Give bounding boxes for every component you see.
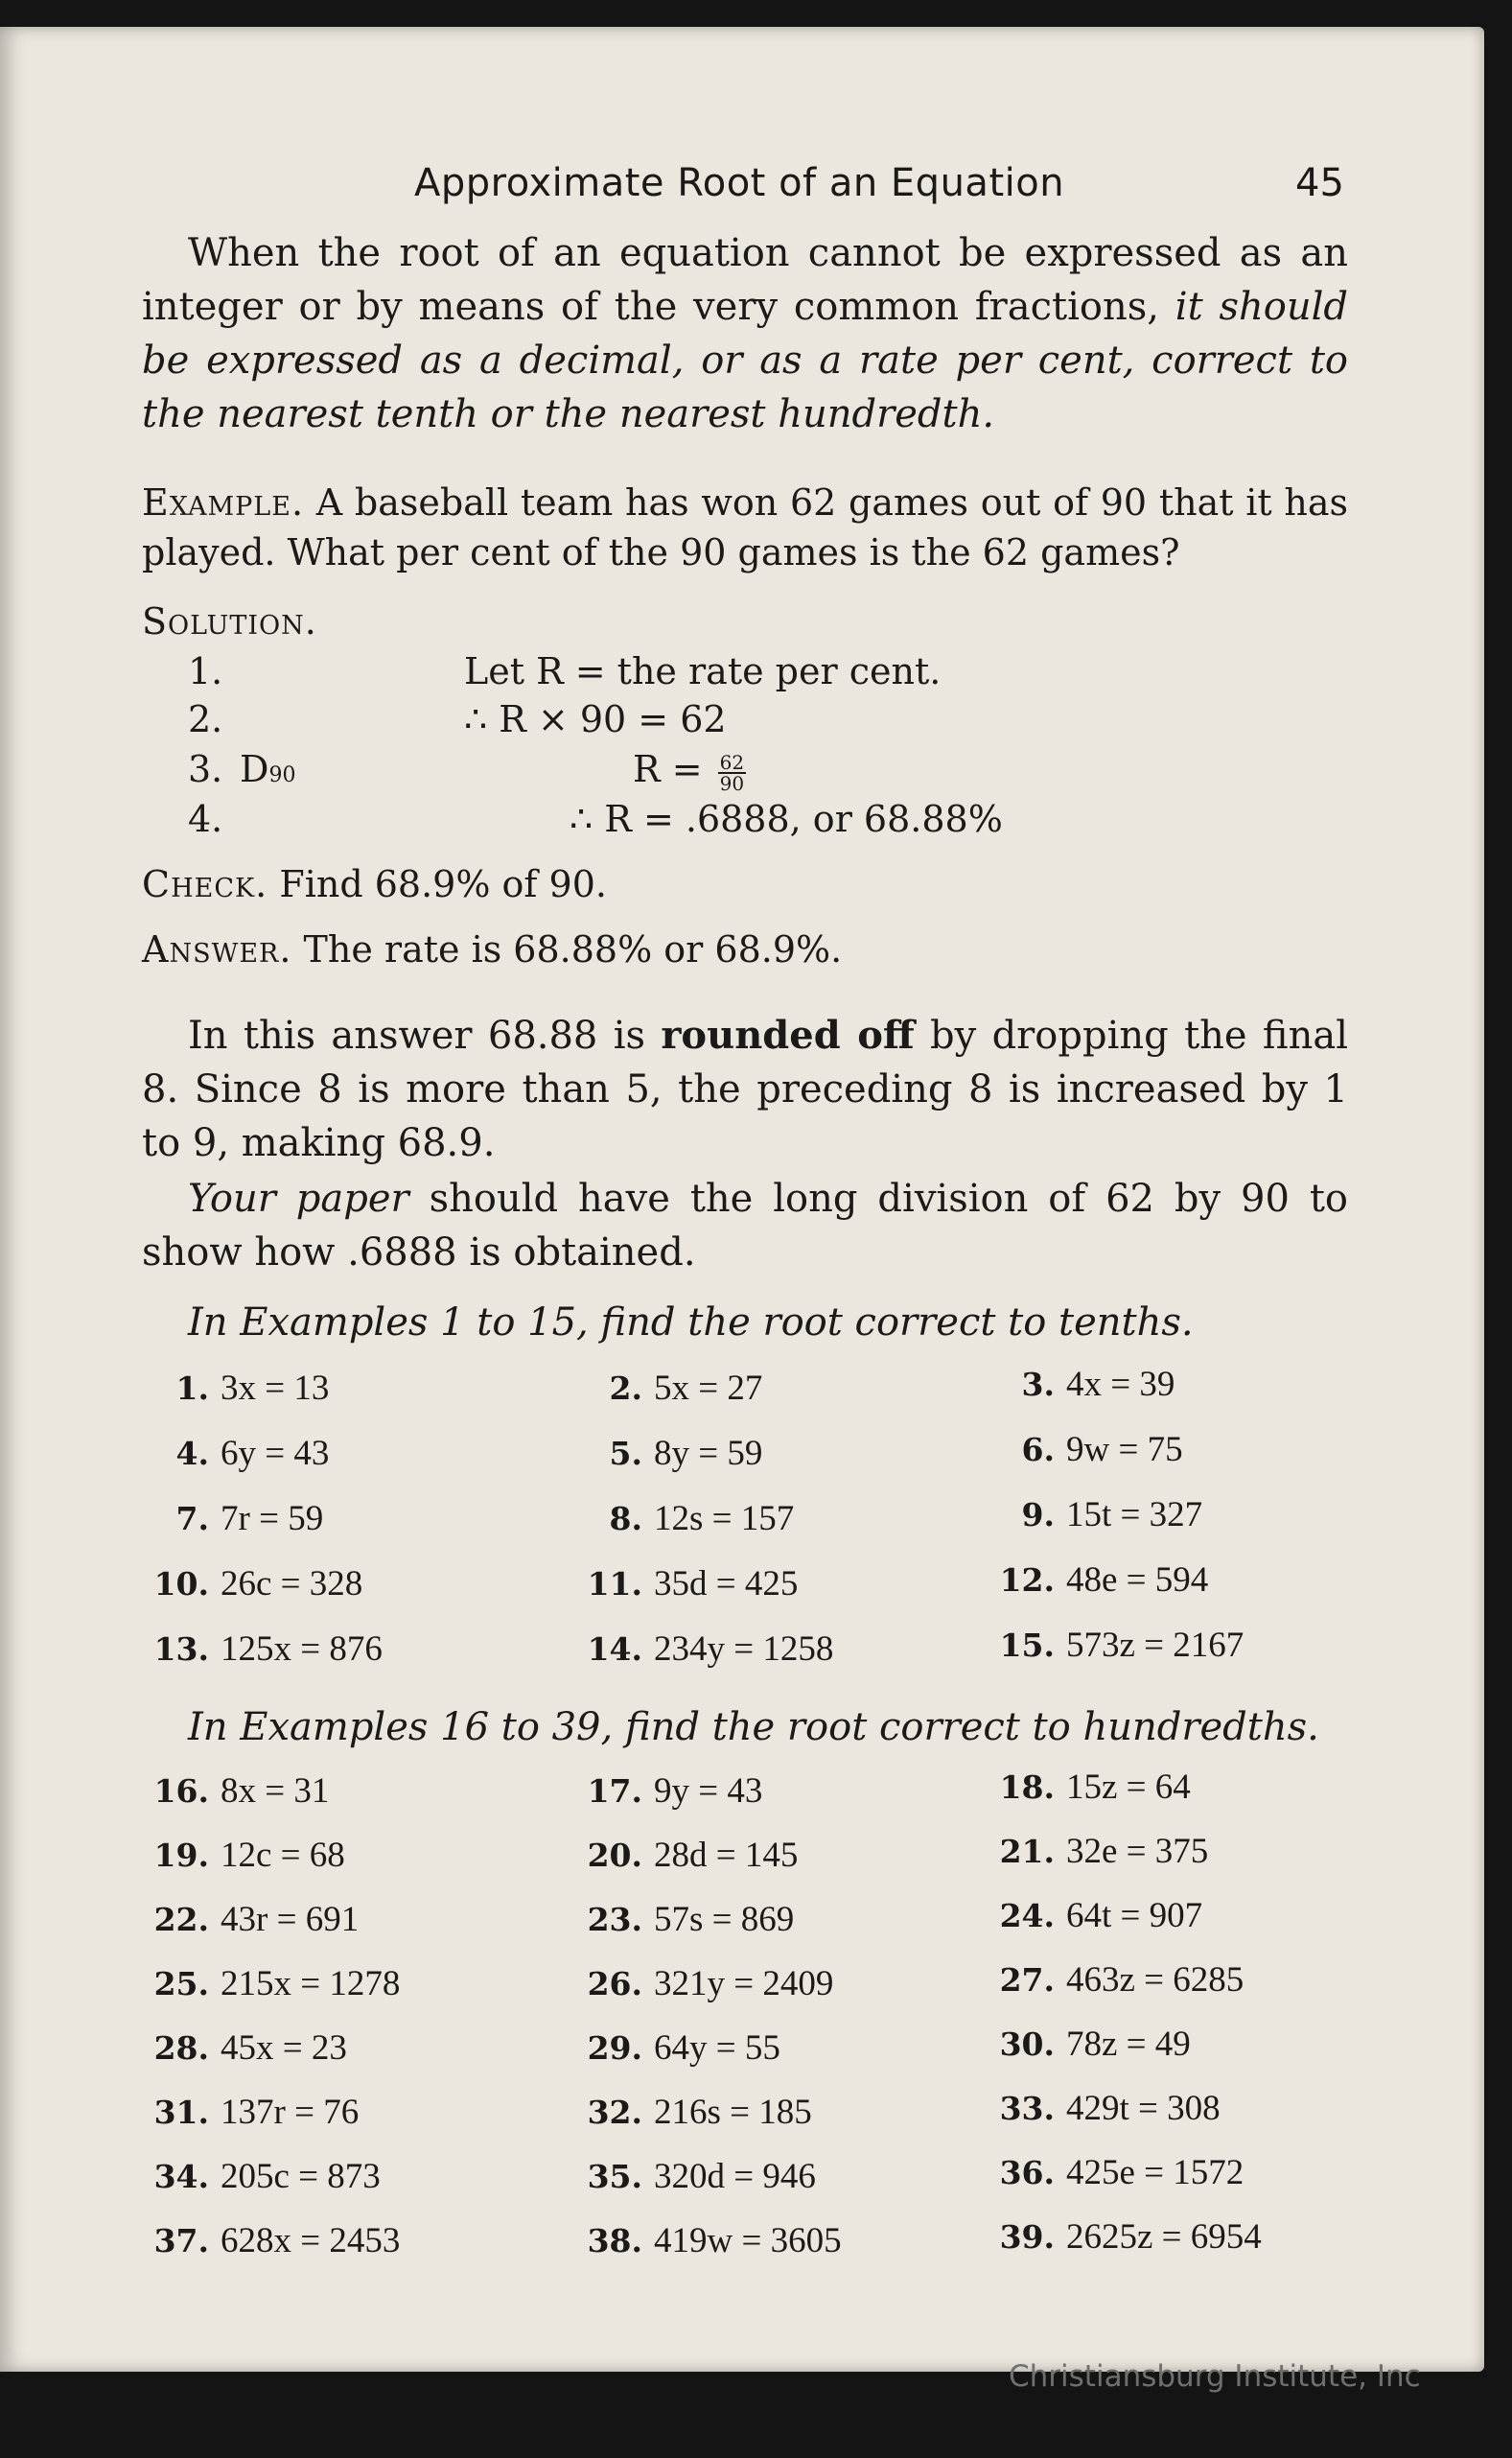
exercise-number: 23. <box>587 1901 642 1938</box>
example-text: A baseball team has won 62 games out of 90 that it has played. What per cent of the 90 games is the 62 games? <box>142 481 1348 574</box>
exercise-equation: 628x = 2453 <box>221 2221 401 2260</box>
example-label: Example. <box>142 481 305 524</box>
rounding-part2: by dropping the final 8. Since 8 is more than 5, the preceding 8 is increased by 1 to 9, making 68.9. <box>142 1014 1348 1165</box>
exercise-item <box>142 2220 400 2261</box>
exercise-equation: 137r = 76 <box>221 2093 360 2132</box>
exercise-item <box>142 1368 329 1409</box>
step-note <box>240 748 295 790</box>
exercise-equation: 125x = 876 <box>221 1629 383 1669</box>
paper-italic: Your paper <box>188 1177 409 1221</box>
exercise-item <box>988 1895 1202 1936</box>
exercise-equation: 64t = 907 <box>1066 1896 1203 1935</box>
exercise-item <box>575 2092 812 2133</box>
exercise-equation: 4x = 39 <box>1066 1365 1175 1404</box>
exercise-item <box>988 2216 1262 2258</box>
exercise-number: 2. <box>609 1369 642 1407</box>
intro-paragraph <box>142 226 1348 447</box>
exercise-item <box>142 1628 383 1670</box>
exercise-item <box>988 1494 1202 1535</box>
exercise-equation: 48e = 594 <box>1066 1560 1209 1600</box>
exercise-item <box>988 2024 1191 2065</box>
exercise-item <box>575 1963 833 2004</box>
exercise-number: 24. <box>999 1897 1055 1934</box>
exercise-item <box>142 1770 329 1812</box>
step-text <box>633 748 746 793</box>
exercise-item <box>575 1770 762 1812</box>
exercise-equation: 57s = 869 <box>654 1900 795 1939</box>
exercise-equation: 463z = 6285 <box>1066 1960 1244 2000</box>
paper-paragraph <box>142 1172 1348 1279</box>
exercise-equation: 12s = 157 <box>654 1499 795 1538</box>
exercise-equation: 573z = 2167 <box>1066 1626 1244 1665</box>
exercise-item <box>142 1433 329 1474</box>
exercise-equation: 45x = 23 <box>221 2028 347 2068</box>
exercise-number: 27. <box>999 1961 1055 1999</box>
example-block <box>142 478 1348 577</box>
exercise-number: 4. <box>175 1435 209 1472</box>
exercise-number: 16. <box>153 1772 209 1810</box>
step-text: ∴ R × 90 = 62 <box>464 698 727 740</box>
exercise-equation: 419w = 3605 <box>654 2221 842 2260</box>
intro-plain: When the root of an equation cannot be expressed as an integer or by means of the very common fractions, <box>142 231 1348 329</box>
paper-text: should have the long division of 62 by 90 to show how .6888 is obtained. <box>142 1177 1348 1275</box>
exercise-item <box>142 1563 362 1604</box>
exercise-number: 38. <box>587 2222 642 2259</box>
exercise-equation: 234y = 1258 <box>654 1629 834 1669</box>
exercise-item <box>988 2088 1221 2129</box>
exercise-item <box>988 1559 1208 1601</box>
exercise-number: 25. <box>153 1965 209 2002</box>
exercise-item <box>142 1963 400 2004</box>
exercise-item <box>575 2027 780 2069</box>
exercise-item <box>575 1563 798 1604</box>
exercise-item <box>988 1429 1183 1470</box>
exercise-equation: 205c = 873 <box>221 2157 381 2196</box>
section2-instruction: In Examples 16 to 39, find the root correct to hundredths. <box>188 1705 1319 1749</box>
exercise-item <box>142 1899 359 1940</box>
exercise-equation: 429t = 308 <box>1066 2089 1221 2128</box>
fraction-denominator: 90 <box>719 771 745 795</box>
check-label: Check. <box>142 863 268 905</box>
exercise-item <box>142 2156 381 2197</box>
exercise-equation: 28d = 145 <box>654 1836 799 1875</box>
intro-italic: it should be expressed as a decimal, or as a rate per cent, correct to the nearest tenth or the nearest hundredth. <box>142 285 1348 436</box>
exercise-number: 31. <box>153 2094 209 2131</box>
step-text-lhs: R = <box>633 748 703 790</box>
exercise-number: 26. <box>587 1965 642 2002</box>
fraction-numerator: 62 <box>719 750 745 774</box>
exercise-equation: 8x = 31 <box>221 1771 330 1811</box>
exercise-item <box>988 2152 1244 2193</box>
exercise-equation: 26c = 328 <box>221 1564 363 1604</box>
step-number: 3. <box>188 748 223 790</box>
step-number: 4. <box>188 798 223 840</box>
exercise-number: 12. <box>999 1561 1055 1599</box>
exercise-item <box>575 1433 762 1474</box>
exercise-item <box>142 2092 359 2133</box>
exercise-equation: 321y = 2409 <box>654 1964 834 2003</box>
exercise-equation: 320d = 946 <box>654 2157 816 2196</box>
rounding-part1: In this answer 68.88 is <box>188 1014 646 1058</box>
exercise-equation: 32e = 375 <box>1066 1832 1209 1871</box>
exercise-number: 8. <box>609 1500 642 1537</box>
exercise-number: 36. <box>999 2154 1055 2191</box>
step-note-sub: 90 <box>268 763 296 787</box>
answer-label: Answer. <box>142 928 292 971</box>
step-text: Let R = the rate per cent. <box>464 650 942 692</box>
watermark-credit: Christiansburg Institute, Inc <box>1009 2359 1421 2394</box>
exercise-equation: 15z = 64 <box>1066 1767 1191 1807</box>
exercise-number: 1. <box>175 1369 209 1407</box>
page-title: Approximate Root of an Equation <box>414 161 1065 205</box>
exercise-number: 35. <box>587 2158 642 2195</box>
exercise-item <box>142 2027 347 2069</box>
rounding-paragraph <box>142 1009 1348 1170</box>
exercise-equation: 216s = 185 <box>654 2093 812 2132</box>
step-number: 2. <box>188 698 223 740</box>
exercise-item <box>575 1368 762 1409</box>
exercise-equation: 78z = 49 <box>1066 2025 1191 2064</box>
exercise-number: 33. <box>999 2090 1055 2127</box>
exercise-number: 28. <box>153 2029 209 2067</box>
exercise-equation: 6y = 43 <box>221 1434 330 1473</box>
exercise-equation: 9y = 43 <box>654 1771 763 1811</box>
exercise-number: 7. <box>175 1500 209 1537</box>
exercise-number: 17. <box>587 1772 642 1810</box>
exercise-item <box>142 1835 345 1876</box>
exercise-item <box>575 1498 794 1539</box>
exercise-number: 6. <box>1021 1431 1055 1468</box>
exercise-item <box>988 1364 1175 1405</box>
section1-instruction: In Examples 1 to 15, find the root correct to tenths. <box>188 1300 1194 1345</box>
exercise-number: 22. <box>153 1901 209 1938</box>
answer-line <box>142 928 842 971</box>
exercise-item <box>575 1899 794 1940</box>
exercise-item <box>575 2156 816 2197</box>
exercise-number: 5. <box>609 1435 642 1472</box>
exercise-number: 3. <box>1021 1366 1055 1403</box>
answer-text: The rate is 68.88% or 68.9%. <box>303 928 843 971</box>
exercise-item <box>988 1625 1244 1666</box>
check-line <box>142 863 607 905</box>
exercise-equation: 3x = 13 <box>221 1369 330 1408</box>
exercise-number: 14. <box>587 1630 642 1668</box>
exercise-number: 39. <box>999 2218 1055 2256</box>
exercise-item <box>988 1959 1244 2001</box>
page-number: 45 <box>1295 161 1344 205</box>
exercise-number: 32. <box>587 2094 642 2131</box>
exercise-equation: 8y = 59 <box>654 1434 763 1473</box>
exercise-equation: 15t = 327 <box>1066 1495 1203 1534</box>
exercise-number: 29. <box>587 2029 642 2067</box>
exercise-number: 9. <box>1021 1496 1055 1533</box>
exercise-number: 11. <box>587 1565 642 1603</box>
exercise-equation: 35d = 425 <box>654 1564 799 1604</box>
exercise-number: 34. <box>153 2158 209 2195</box>
exercise-equation: 43r = 691 <box>221 1900 360 1939</box>
exercise-item <box>988 1767 1191 1808</box>
exercise-number: 13. <box>153 1630 209 1668</box>
exercise-number: 20. <box>587 1837 642 1874</box>
exercise-equation: 64y = 55 <box>654 2028 780 2068</box>
fraction <box>718 750 746 795</box>
exercise-number: 21. <box>999 1833 1055 1870</box>
solution-label: Solution. <box>142 600 317 643</box>
exercise-equation: 9w = 75 <box>1066 1430 1183 1469</box>
book-page <box>0 27 1484 2394</box>
exercise-equation: 2625z = 6954 <box>1066 2217 1262 2257</box>
exercise-item <box>988 1831 1208 1872</box>
exercise-equation: 5x = 27 <box>654 1369 763 1408</box>
step-text: ∴ R = .6888, or 68.88% <box>570 798 1003 840</box>
exercise-item <box>575 2220 842 2261</box>
exercise-item <box>142 1498 323 1539</box>
exercise-equation: 425e = 1572 <box>1066 2153 1244 2192</box>
exercise-equation: 12c = 68 <box>221 1836 345 1875</box>
exercise-item <box>575 1628 833 1670</box>
exercise-number: 37. <box>153 2222 209 2259</box>
exercise-equation: 215x = 1278 <box>221 1964 401 2003</box>
exercise-number: 18. <box>999 1768 1055 1806</box>
step-number: 1. <box>188 650 223 692</box>
exercise-equation: 7r = 59 <box>221 1499 324 1538</box>
exercise-item <box>575 1835 798 1876</box>
step-note-letter: D <box>240 748 269 790</box>
check-text: Find 68.9% of 90. <box>279 863 607 905</box>
exercise-number: 15. <box>999 1627 1055 1664</box>
rounding-bold: rounded off <box>661 1013 915 1058</box>
exercise-number: 30. <box>999 2025 1055 2063</box>
exercise-number: 19. <box>153 1837 209 1874</box>
exercise-number: 10. <box>153 1565 209 1603</box>
